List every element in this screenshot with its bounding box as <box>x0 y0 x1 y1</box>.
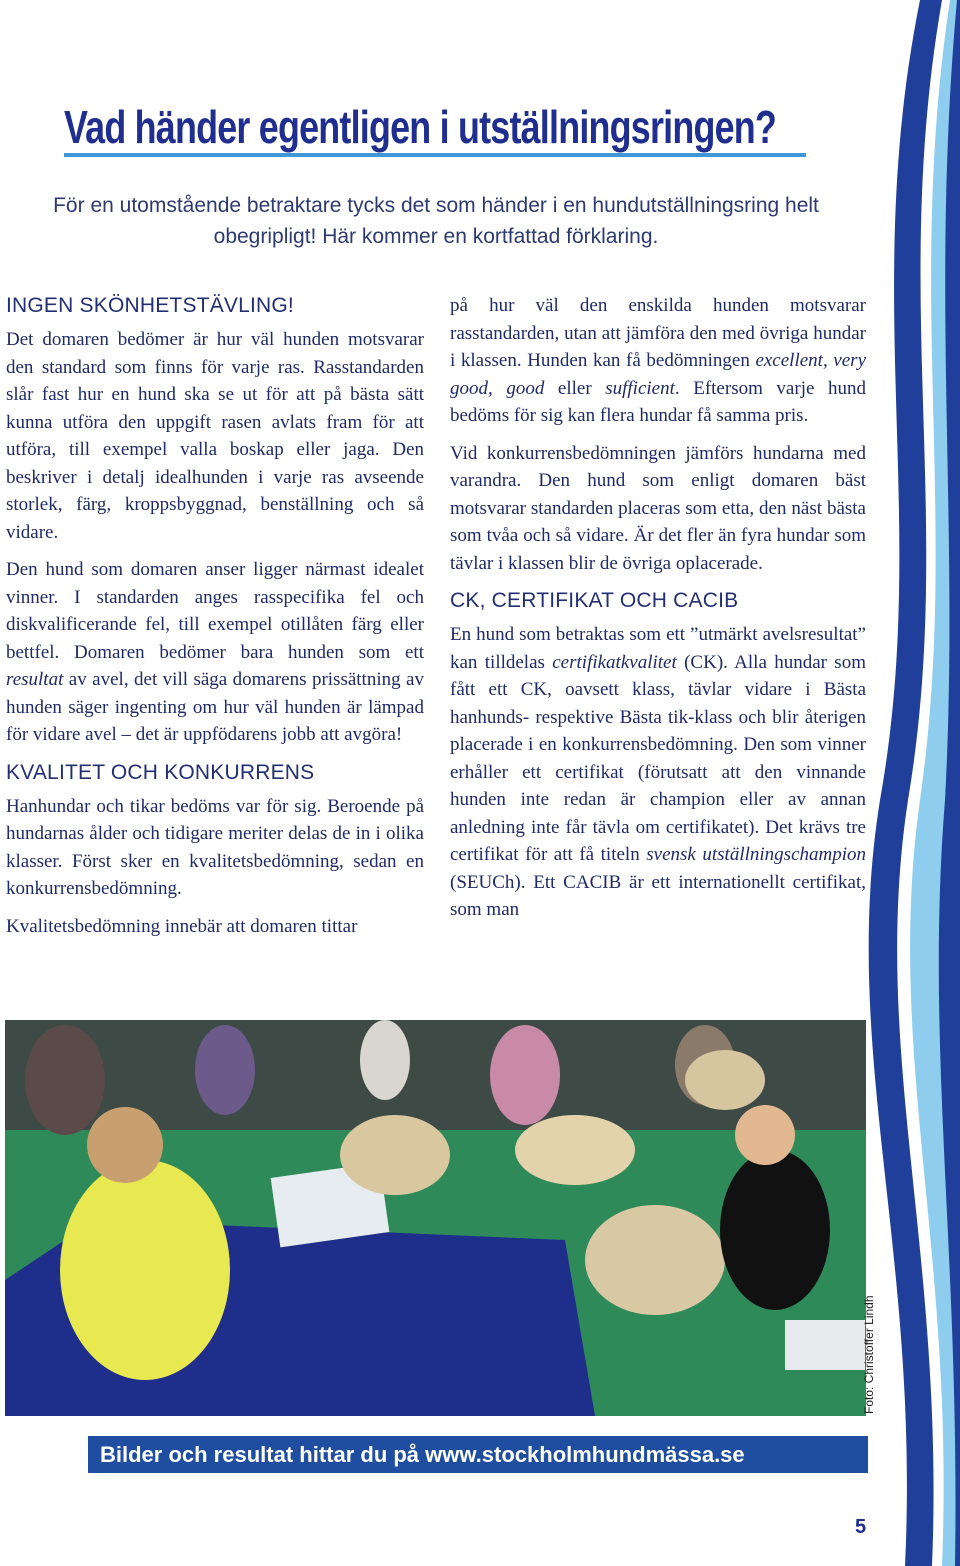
heading-kvalitet-och-konkurrens: KVALITET OCH KONKURRENS <box>6 760 315 784</box>
page-title: Vad händer egentligen i utställningsringen? <box>64 100 777 153</box>
left-p2-text-b: av avel, det vill säga domarens prissättning av hunden säger ingenting om hur väl hunden är lämpad för vidare avel – det är uppfödarens jobb att avgöra! <box>6 669 424 745</box>
left-paragraph-3: Hanhundar och tikar bedöms var för sig. Beroende på hundarnas ålder och tidigare meriter delas de in i olika klasser. Först sker en kvalitetsbedömning, sedan en konkurrensbedömning. <box>6 795 424 899</box>
right-p3-text-a: En hund som betraktas som ett ”utmärkt avelsresultat” kan tilldelas <box>450 624 866 673</box>
right-column <box>450 292 866 934</box>
right-p3-emphasis-2: svensk utställningschampion <box>646 844 866 865</box>
right-paragraph-2: Vid konkurrensbedömningen jämförs hundarna med varandra. Den hund som enligt domaren bäst motsvarar standarden placeras som etta, den näst bästa som tvåa och så vidare. Är det fler än fyra hundar som tävlar i klassen blir de övriga oplacerade. <box>450 442 866 574</box>
right-p3-text-c: (SEUCh). Ett CACIB är ett internationellt certifikat, som man <box>450 871 866 920</box>
left-column <box>6 292 424 950</box>
left-paragraph-1: Det domaren bedömer är hur väl hunden motsvarar den standard som finns för varje ras. Rasstandarden slår fast hur en hund ska se ut för att på bästa sätt kunna utföra den uppgift rasen avlats fram för att utföra, till exempel valla boskap eller jaga. Den beskriver i detalj idealhunden i varje ras avseende storlek, färg, kroppsbyggnad, benställning och så vidare. <box>6 329 424 543</box>
left-p2-text-a: Den hund som domaren anser ligger närmast idealet vinner. I standarden anges rasspecifika fel och diskvalificerande fel, till exempel otillåten färg eller bettfel. Domaren bedömer bara hunden som ett <box>6 559 424 663</box>
heading-ck-certifikat-cacib: CK, CERTIFIKAT OCH CACIB <box>450 589 739 612</box>
right-paragraph-3 <box>450 621 866 924</box>
right-paragraph-1 <box>450 292 866 430</box>
right-p1-text-b: eller <box>544 377 606 399</box>
photo-credit: Foto: Christoffer Lindh <box>862 1295 876 1414</box>
left-paragraph-4: Kvalitetsbedömning innebär att domaren tittar <box>6 915 358 937</box>
right-p1-emphasis-2: sufficient <box>605 377 675 399</box>
page-number: 5 <box>855 1516 867 1538</box>
intro-text: För en utomstående betraktare tycks det som händer i en hundutställningsring helt obegripligt! Här kommer en kortfattad förklaring. <box>53 194 819 248</box>
results-banner: Bilder och resultat hittar du på www.stockholmhundmässa.se <box>88 1436 868 1473</box>
title-rule <box>64 153 806 157</box>
right-p3-emphasis-1: certifikatkvalitet <box>552 651 677 673</box>
right-p3-text-b: (CK). Alla hundar som fått ett CK, oavsett klass, tävlar vidare i Bästa hanhunds- respektive Bästa tik-klass och blir återigen placerade i en konkurrensbedömning. Den som vinner erhåller ett certifikat (förutsatt att den vinnande hunden inte redan är champion eller av annan anledning inte får tävla om certifikatet). Det krävs tre certifikat för att få titeln <box>450 651 866 865</box>
left-paragraph-2 <box>6 556 424 749</box>
right-p1-emphasis-1: excellent, very good, good <box>450 350 866 399</box>
right-p1-text-a: på hur väl den enskilda hunden motsvarar rasstandarden, utan att jämföra den med övriga hundar i klassen. Hunden kan få bedömningen <box>450 295 866 371</box>
right-p1-text-c: . Eftersom varje hund bedöms för sig kan flera hundar få samma pris. <box>450 377 866 426</box>
heading-ingen-skonhetstavling: INGEN SKÖNHETSTÄVLING! <box>6 294 294 317</box>
dog-show-photo <box>5 1020 866 1416</box>
left-p2-emphasis: resultat <box>6 669 64 690</box>
